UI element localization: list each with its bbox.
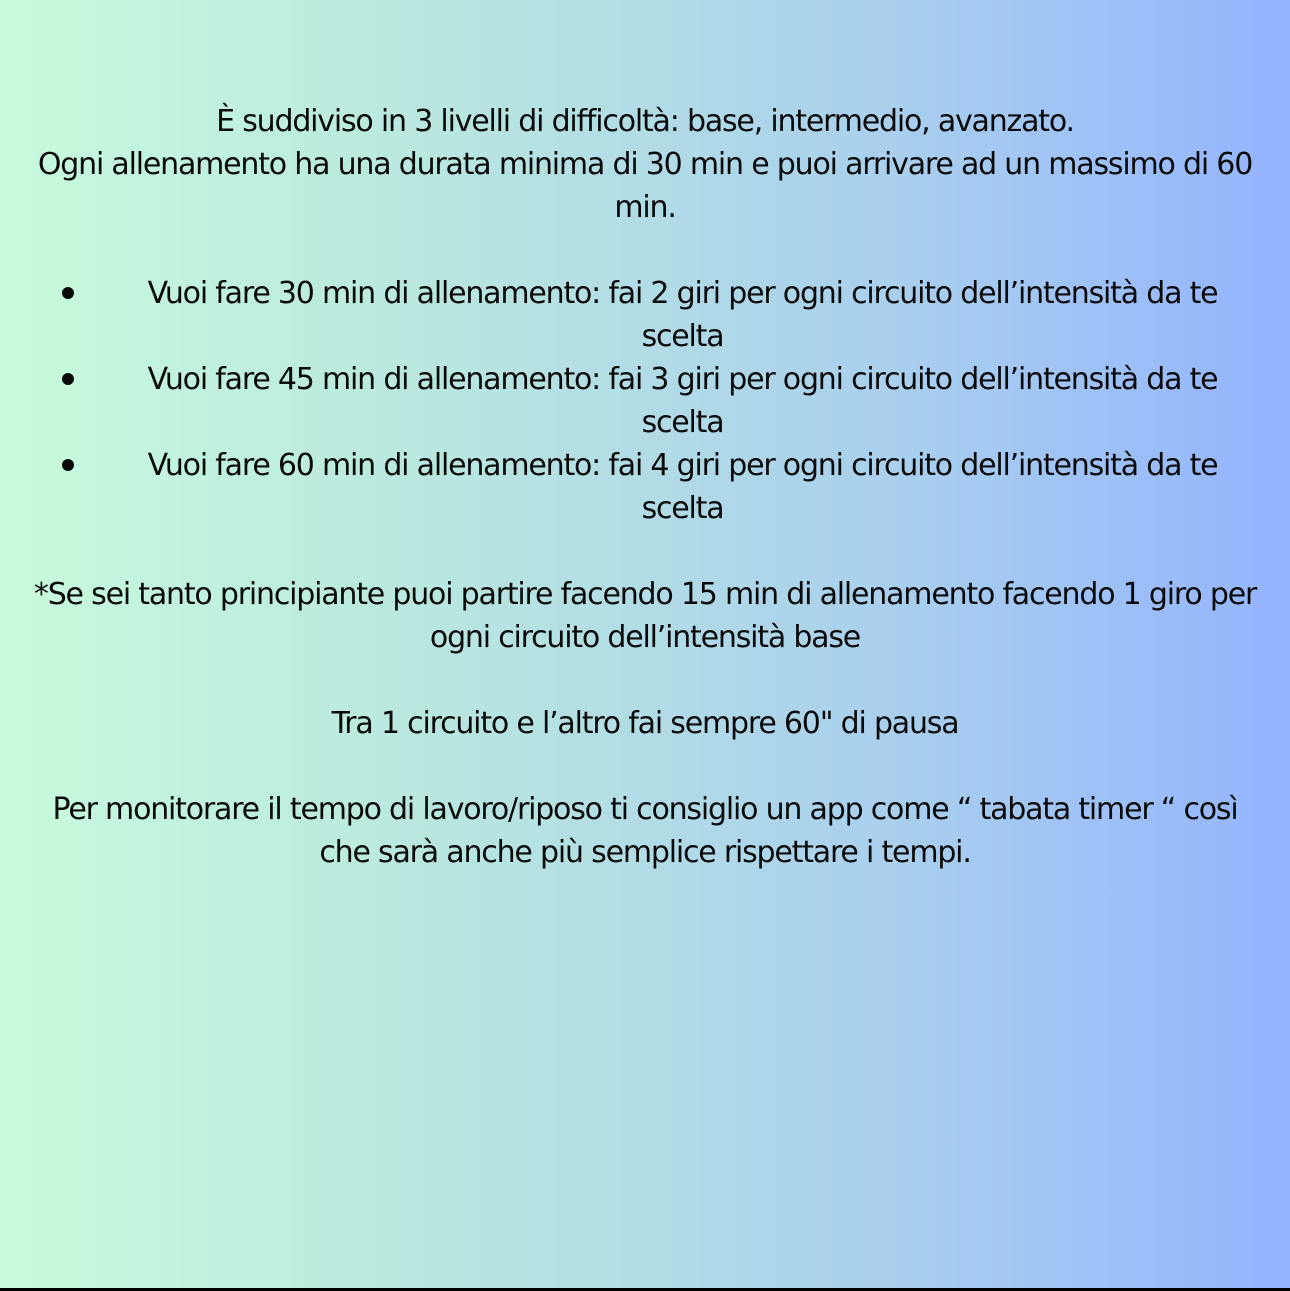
bullet-icon xyxy=(30,444,105,471)
duration-list xyxy=(30,272,1260,530)
list-item xyxy=(30,444,1260,530)
document-content xyxy=(30,100,1260,874)
spacer xyxy=(30,659,1260,702)
spacer xyxy=(30,530,1260,573)
spacer xyxy=(30,229,1260,272)
intro-line-duration: Ogni allenamento ha una durata minima di 30 min e puoi arrivare ad un massimo di 60 min. xyxy=(37,147,1253,225)
spacer xyxy=(30,745,1260,788)
list-item-text: Vuoi fare 45 min di allenamento: fai 3 giri per ogni circuito dell’intensità da te scelta xyxy=(147,362,1218,440)
bullet-icon xyxy=(30,358,105,385)
intro-line-levels: È suddiviso in 3 livelli di difficoltà: base, intermedio, avanzato. xyxy=(216,104,1074,139)
list-item-text: Vuoi fare 60 min di allenamento: fai 4 giri per ogni circuito dell’intensità da te scelta xyxy=(147,448,1218,526)
beginner-note: *Se sei tanto principiante puoi partire facendo 15 min di allenamento facendo 1 giro per ogni circuito dell’intensità base xyxy=(33,577,1257,655)
bullet-icon xyxy=(30,272,105,299)
list-item-text: Vuoi fare 30 min di allenamento: fai 2 giri per ogni circuito dell’intensità da te scelta xyxy=(147,276,1218,354)
timer-tip: Per monitorare il tempo di lavoro/riposo ti consiglio un app come “ tabata timer “ così che sarà anche più semplice rispettare i tempi. xyxy=(52,792,1238,870)
list-item xyxy=(30,358,1260,444)
list-item xyxy=(30,272,1260,358)
pause-instruction: Tra 1 circuito e l’altro fai sempre 60" di pausa xyxy=(331,706,959,741)
